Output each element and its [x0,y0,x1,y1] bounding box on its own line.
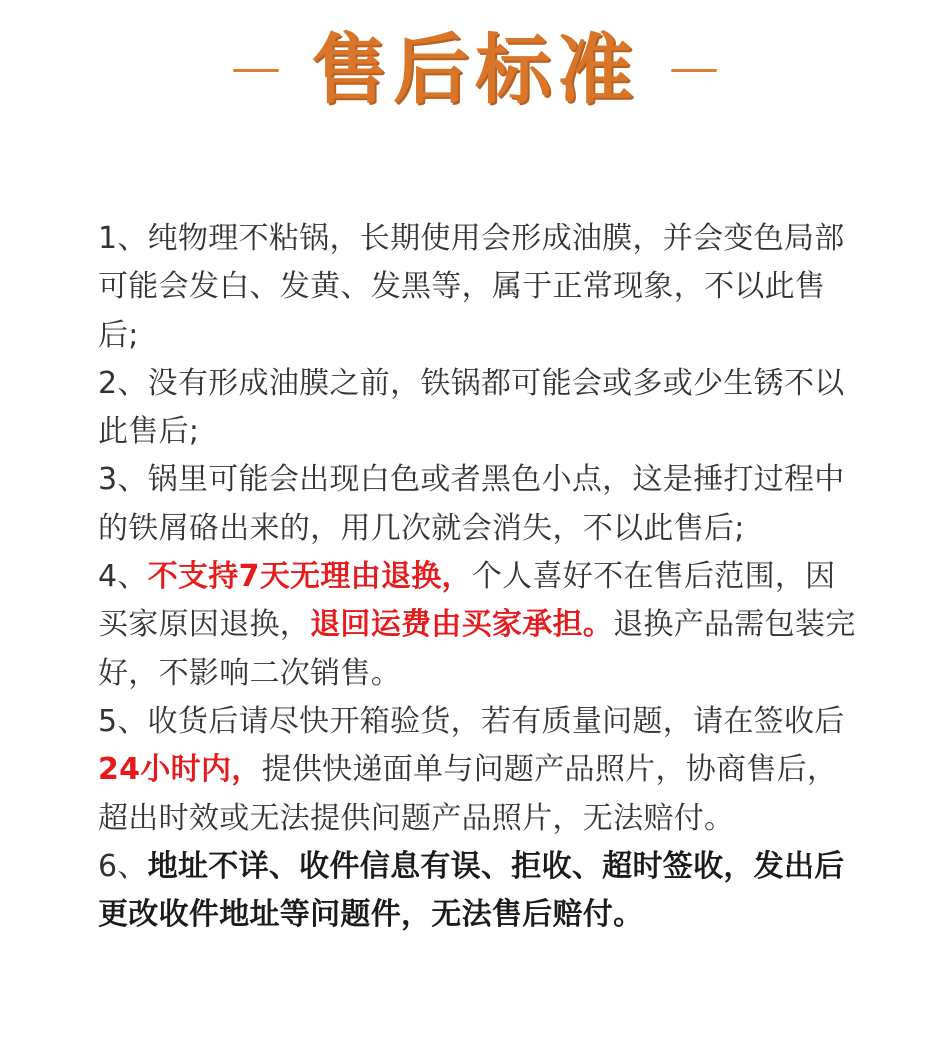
term-item-6-prefix: 6、 [98,848,148,884]
term-item-5-highlight-24h: 24小时内， [98,752,262,788]
term-item-5-prefix: 5、收货后请尽快开箱验货，若有质量问题，请在签收后 [98,703,845,739]
term-item-4-suffix: 退换产品需包装完好，不影响二次销售。 [98,607,856,691]
term-item-1: 1、纯物理不粘锅，长期使用会形成油膜，并会变色局部可能会发白、发黄、发黑等，属于正常现象，不以此售后; [98,221,845,353]
term-item-4 [98,553,858,698]
title-left-rule [233,69,279,72]
term-item-4-middle: 个人喜好不在售后范围，因买家原因退换， [98,559,836,643]
term-item-5-suffix: 提供快递面单与问题产品照片，协商售后，超出时效或无法提供问题产品照片，无法赔付。 [98,752,838,836]
header [0,22,950,118]
page-title: 售后标准 [311,25,639,114]
term-item-4-highlight-no-return: 不支持7天无理由退换， [147,559,472,595]
title-right-rule [671,69,717,72]
term-item-3: 3、锅里可能会出现白色或者黑色小点，这是捶打过程中的铁屑硌出来的，用几次就会消失，不以此售后; [98,462,845,546]
term-item-4-prefix: 4、 [98,559,148,595]
term-item-6 [98,843,858,940]
term-item-4-highlight-shipping: 退回运费由买家承担。 [310,607,614,643]
after-sales-terms [98,215,858,939]
term-item-5 [98,698,858,843]
term-item-6-emphasis: 地址不详、收件信息有误、拒收、超时签收，发出后更改收件地址等问题件，无法售后赔付。 [98,848,845,933]
term-item-2: 2、没有形成油膜之前，铁锅都可能会或多或少生锈不以此售后; [98,365,845,450]
